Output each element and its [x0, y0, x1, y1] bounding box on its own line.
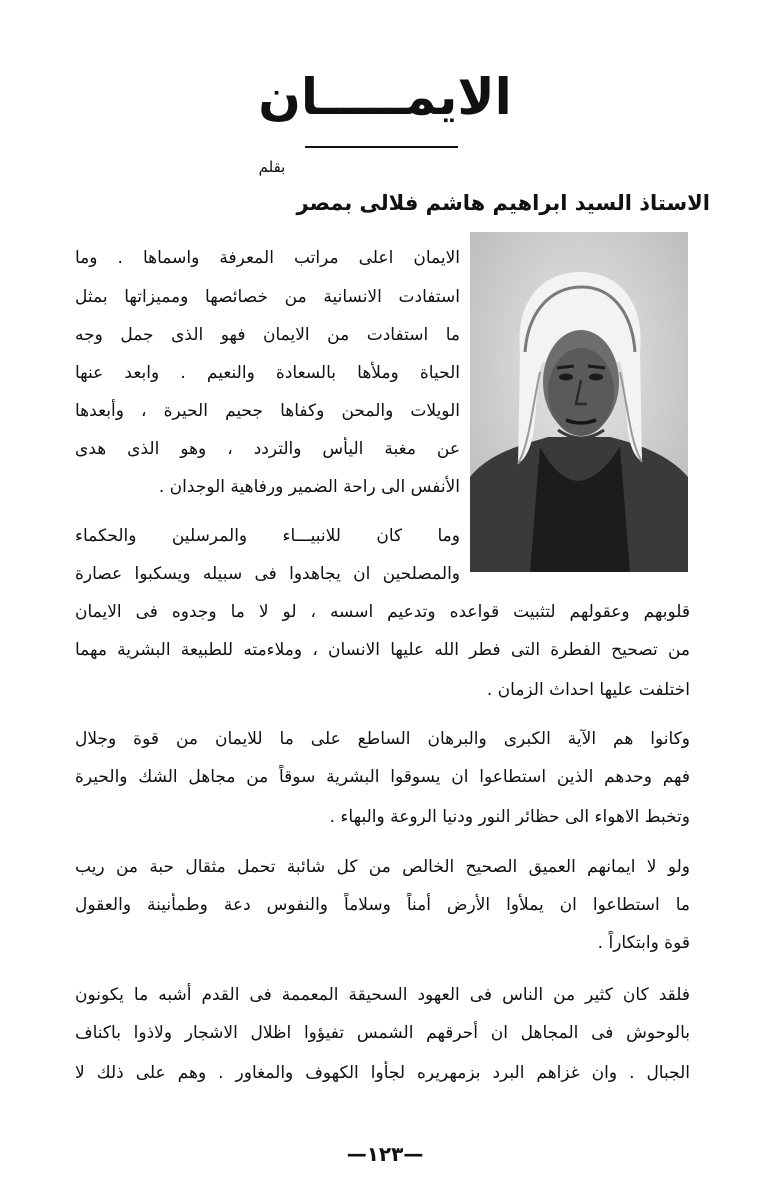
- text-line: ما استفادت من الايمان فهو الذى جمل وجه: [75, 325, 460, 345]
- author-name: الاستاذ السيد ابراهيم هاشم فلالى بمصر: [296, 191, 710, 215]
- text-line: فهم وحدهم الذين استطاعوا ان يسوقوا البشرية سوقاً من مجاهل الشك والحيرة: [75, 767, 690, 787]
- text-line: الجبال . وان غزاهم البرد بزمهريره لجأوا الكهوف والمغاور . وهم على ذلك لا: [75, 1063, 690, 1083]
- author-portrait: [470, 232, 688, 572]
- text-line: استفادت الانسانية من خصائصها ومميزاتها بمثل: [75, 287, 460, 307]
- text-line: وما كان للانبيـــاء والمرسلين والحكماء: [75, 526, 460, 546]
- text-line: الويلات والمحن وكفاها جحيم الحيرة ، وأبعدها: [75, 401, 460, 421]
- article-title: الايمـــــان: [258, 68, 512, 126]
- text-line: قلوبهم وعقولهم لتثبيت قواعده وتدعيم اسسه ، لو لا ما وجدوه فى الايمان: [75, 602, 690, 622]
- page-number: —١٢٣—: [346, 1142, 424, 1166]
- text-line: الأنفس الى راحة الضمير ورفاهية الوجدان .: [158, 477, 460, 497]
- byline-label: بقلم: [258, 158, 286, 176]
- text-line: والمصلحين ان يجاهدوا فى سبيله ويسكبوا عصارة: [75, 564, 460, 584]
- text-line: من تصحيح الفطرة التى فطر الله عليها الانسان ، وملاءمته للطبيعة البشرية مهما: [75, 640, 690, 660]
- text-line: ولو لا ايمانهم العميق الصحيح الخالص من كل شائبة تحمل مثقال حبة من ريب: [75, 857, 690, 877]
- text-line: عن مغبة اليأس والتردد ، وهو الذى هدى: [75, 439, 460, 459]
- text-line: الايمان اعلى مراتب المعرفة واسماها . وما: [75, 248, 460, 268]
- text-line: فلقد كان كثير من الناس فى العهود السحيقة المعممة فى القدم أشبه ما يكونون: [75, 985, 690, 1005]
- portrait-photo-icon: [470, 232, 688, 572]
- text-line: وكانوا هم الآية الكبرى والبرهان الساطع على ما للايمان من قوة وجلال: [75, 729, 690, 749]
- text-line: اختلفت عليها احداث الزمان .: [486, 680, 690, 700]
- text-line: وتخبط الاهواء الى حظائر النور ودنيا الروعة والبهاء .: [329, 807, 690, 827]
- title-divider: [305, 146, 458, 148]
- text-line: قوة وابتكاراً .: [597, 933, 690, 953]
- text-line: ما استطاعوا ان يملأوا الأرض أمناً وسلاماً والنفوس دعة وطمأنينة والعقول: [75, 895, 690, 915]
- text-line: الحياة وملأها بالسعادة والنعيم . وابعد عنها: [75, 363, 460, 383]
- text-line: بالوحوش فى المجاهل ان أحرقهم الشمس تفيؤوا اظلال الاشجار ولاذوا باكناف: [75, 1023, 690, 1043]
